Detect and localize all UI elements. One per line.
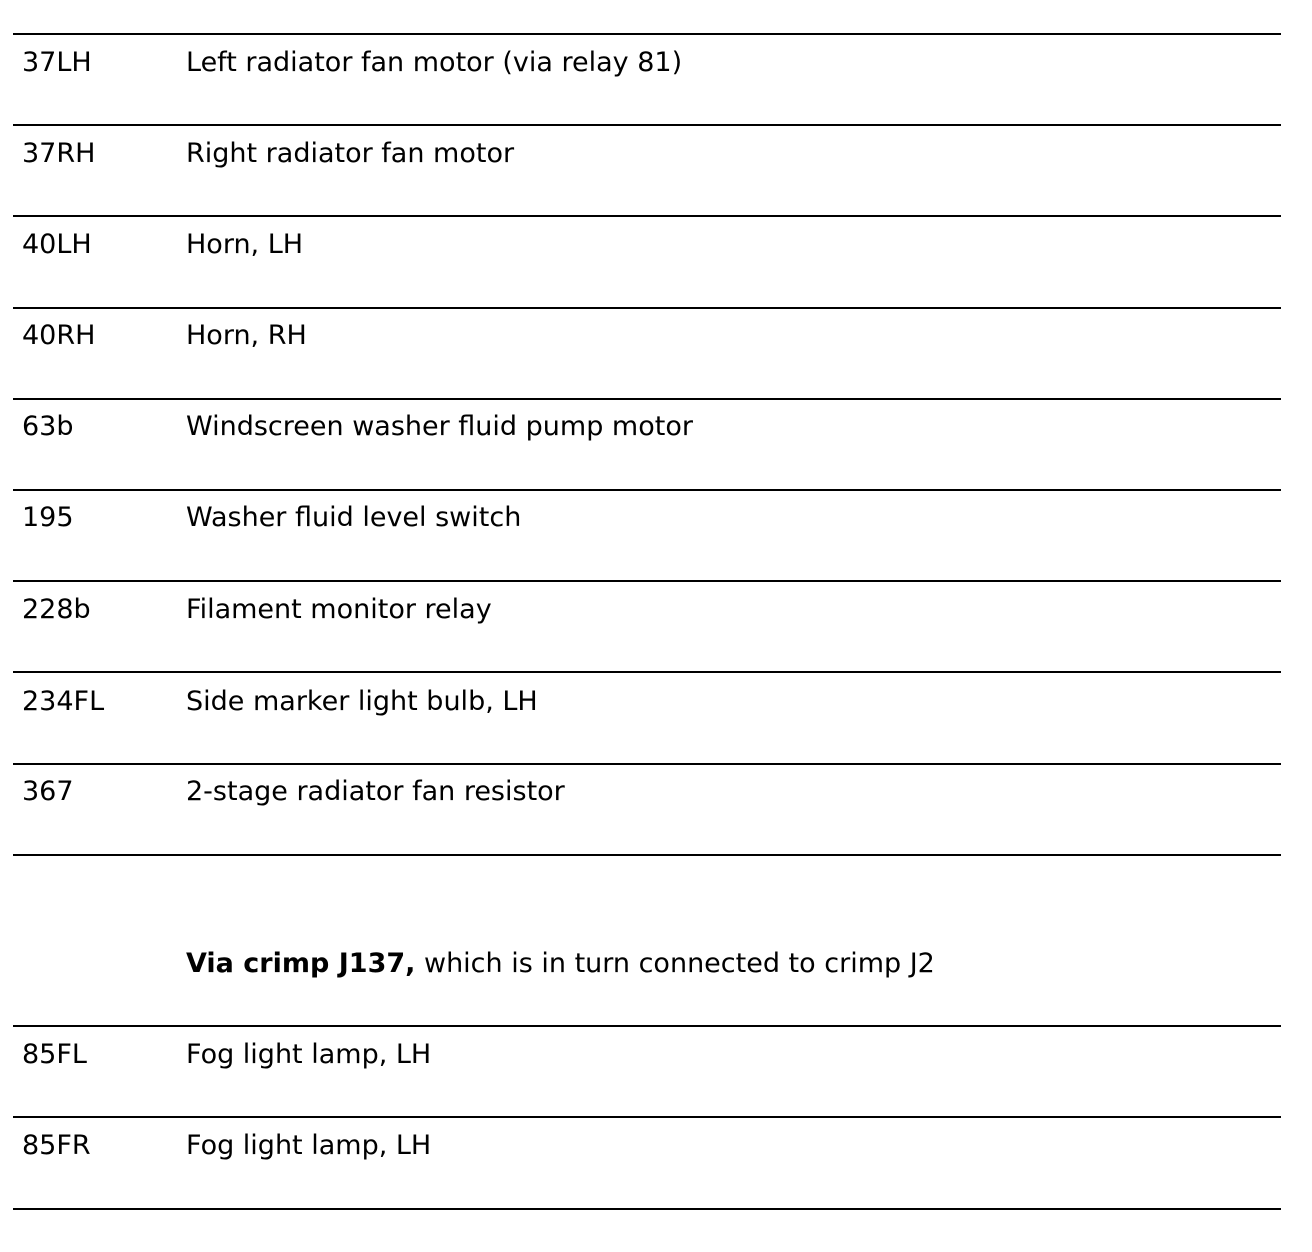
row-description: Right radiator fan motor bbox=[186, 138, 515, 169]
table-rule bbox=[13, 1208, 1281, 1210]
row-code: 40RH bbox=[22, 320, 96, 351]
row-code: 228b bbox=[22, 594, 91, 625]
table-rule bbox=[13, 398, 1281, 400]
table-rule bbox=[13, 854, 1281, 856]
row-description: Fog light lamp, LH bbox=[186, 1039, 432, 1070]
row-code: 63b bbox=[22, 411, 74, 442]
table-rule bbox=[13, 580, 1281, 582]
row-description: Side marker light bulb, LH bbox=[186, 686, 538, 717]
section-note bbox=[186, 948, 935, 980]
row-code: 195 bbox=[22, 502, 74, 533]
table-rule bbox=[13, 215, 1281, 217]
section-note-bold: Via crimp J137, bbox=[186, 948, 416, 979]
table-rule bbox=[13, 671, 1281, 673]
row-description: Horn, RH bbox=[186, 320, 307, 351]
table-rule bbox=[13, 763, 1281, 765]
table-rule bbox=[13, 1116, 1281, 1118]
row-code: 85FR bbox=[22, 1130, 91, 1161]
row-description: Horn, LH bbox=[186, 229, 304, 260]
table-rule bbox=[13, 1025, 1281, 1027]
row-code: 37LH bbox=[22, 47, 92, 78]
row-description: Windscreen washer fluid pump motor bbox=[186, 411, 693, 442]
row-description: Left radiator fan motor (via relay 81) bbox=[186, 47, 683, 78]
row-code: 85FL bbox=[22, 1039, 87, 1070]
table-rule bbox=[13, 33, 1281, 35]
row-description: 2-stage radiator fan resistor bbox=[186, 776, 565, 807]
row-code: 40LH bbox=[22, 229, 92, 260]
table-rule bbox=[13, 124, 1281, 126]
table-rule bbox=[13, 489, 1281, 491]
row-code: 234FL bbox=[22, 686, 105, 717]
table-rule bbox=[13, 307, 1281, 309]
row-description: Filament monitor relay bbox=[186, 594, 492, 625]
row-code: 367 bbox=[22, 776, 74, 807]
row-description: Washer fluid level switch bbox=[186, 502, 522, 533]
row-code: 37RH bbox=[22, 138, 96, 169]
row-description: Fog light lamp, LH bbox=[186, 1130, 432, 1161]
section-note-text: which is in turn connected to crimp J2 bbox=[415, 948, 935, 979]
